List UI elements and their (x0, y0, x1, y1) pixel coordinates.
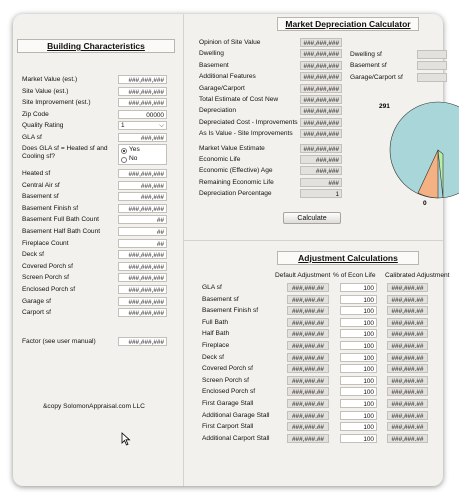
adj-enclosed-porch-sf-default: ###,###.## (287, 387, 329, 396)
carport-sf-label: Carport sf (22, 309, 51, 317)
market-value-est-field[interactable]: ###,###,### (118, 75, 167, 84)
adj-basement-sf-default: ###,###.## (287, 295, 329, 304)
quality-rating-label: Quality Rating (22, 122, 64, 129)
adj-full-bath-default: ###,###.## (287, 318, 329, 327)
adj-basement-finish-sf-pct-field[interactable]: 100 (340, 306, 377, 315)
md-dwelling-sf-field (417, 50, 447, 59)
heated-sf-label: Heated sf (22, 170, 51, 177)
md-garage-carport-label: Garage/Carport (199, 84, 245, 92)
md-market-value-estimate-label: Market Value Estimate (199, 144, 265, 152)
heated-question-line1: Does GLA sf = Heated sf and (22, 145, 108, 152)
md-opinion-of-site-value-field: ###,###,### (300, 38, 342, 47)
md-garage-carport-sf-label: Garage/Carport sf (350, 73, 403, 81)
gla-sf-label: GLA sf (22, 134, 42, 141)
adj-gla-sf-pct-field[interactable]: 100 (340, 283, 377, 292)
adj-additional-carport-stall-calibrated: ###,###.## (387, 434, 428, 443)
no-radio-label: No (129, 155, 138, 162)
md-market-value-estimate-field: ###,###,### (300, 144, 342, 153)
basement-full-bath-count-label: Basement Full Bath Count (22, 216, 99, 224)
adj-basement-sf-calibrated: ###,###.## (387, 295, 428, 304)
md-total-estimate-of-cost-new-label: Total Estimate of Cost New (199, 96, 279, 103)
pie-bottom-label: 0 (423, 200, 427, 207)
adj-covered-porch-sf-pct-field[interactable]: 100 (340, 364, 377, 373)
adj-additional-garage-stall-label: Additional Garage Stall (202, 411, 270, 419)
adj-basement-finish-sf-default: ###,###.## (287, 306, 329, 315)
adj-gla-sf-calibrated: ###,###.## (387, 283, 428, 292)
md-depreciation-field: ###,###,### (300, 106, 342, 115)
adj-deck-sf-calibrated: ###,###.## (387, 353, 428, 362)
adj-enclosed-porch-sf-label: Enclosed Porch sf (202, 388, 256, 396)
adj-additional-carport-stall-default: ###,###.## (287, 434, 329, 443)
md-garage-carport-field: ###,###,### (300, 84, 342, 93)
no-radio[interactable] (121, 157, 127, 163)
copyright-text: &copy SolomonAppraisal.com LLC (43, 403, 145, 410)
adj-screen-porch-sf-pct-field[interactable]: 100 (340, 376, 377, 385)
adjustment-calculations-title: Adjustment Calculations (277, 251, 419, 265)
factor-field[interactable]: ###,###,### (118, 337, 167, 346)
carport-sf-field[interactable]: ###,###,### (118, 308, 167, 317)
site-improvement-est-label: Site Improvement (est.) (22, 99, 91, 106)
deck-sf-field[interactable]: ###,###,### (118, 250, 167, 259)
covered-porch-sf-label: Covered Porch sf (22, 262, 73, 270)
depreciation-pie-chart (351, 94, 443, 206)
adj-covered-porch-sf-calibrated: ###,###.## (387, 364, 428, 373)
adj-full-bath-label: Full Bath (202, 318, 229, 326)
default-adjustment-header: Default Adjustment (275, 272, 331, 279)
adj-fireplace-label: Fireplace (202, 342, 230, 349)
calibrated-adjustment-header: Calibrated Adjustment (385, 272, 450, 279)
md-dwelling-field: ###,###,### (300, 49, 342, 58)
adj-first-carport-stall-label: First Carport Stall (202, 423, 254, 431)
adj-first-garage-stall-calibrated: ###,###.## (387, 399, 428, 408)
heated-sf-field[interactable]: ###,###,### (118, 169, 167, 178)
building-characteristics-title: Building Characteristics (17, 39, 175, 53)
adj-screen-porch-sf-default: ###,###.## (287, 376, 329, 385)
adj-half-bath-calibrated: ###,###.## (387, 329, 428, 338)
basement-finish-sf-field[interactable]: ###,###,### (118, 204, 167, 213)
adj-deck-sf-label: Deck sf (202, 353, 224, 361)
adj-first-carport-stall-default: ###,###.## (287, 422, 329, 431)
md-economic-effective-age-label: Economic (Effective) Age (199, 167, 273, 175)
adj-first-carport-stall-pct-field[interactable]: 100 (340, 422, 377, 431)
md-economic-life-label: Economic Life (199, 156, 241, 163)
md-additional-features-field: ###,###,### (300, 72, 342, 81)
adj-full-bath-calibrated: ###,###.## (387, 318, 428, 327)
adj-half-bath-pct-field[interactable]: 100 (340, 329, 377, 338)
md-remaining-economic-life-label: Remaining Economic Life (199, 178, 274, 186)
adj-gla-sf-default: ###,###.## (287, 283, 329, 292)
adj-basement-finish-sf-calibrated: ###,###.## (387, 306, 428, 315)
md-basement-sf-field (417, 61, 447, 70)
site-value-est-field[interactable]: ###,###,### (118, 87, 167, 96)
adj-additional-carport-stall-pct-field[interactable]: 100 (340, 434, 377, 443)
md-depreciated-cost-improvements-field: ###,###,### (300, 118, 342, 127)
md-dwelling-sf-label: Dwelling sf (350, 51, 382, 58)
chevron-down-icon: ⌵ (159, 122, 164, 129)
enclosed-porch-sf-field[interactable]: ###,###,### (118, 285, 167, 294)
md-basement-label: Basement (199, 61, 229, 69)
factor-label: Factor (see user manual) (22, 338, 96, 345)
adj-fireplace-calibrated: ###,###.## (387, 341, 428, 350)
adj-half-bath-default: ###,###.## (287, 329, 329, 338)
md-basement-sf-label: Basement sf (350, 62, 387, 70)
basement-full-bath-count-field[interactable]: ## (118, 215, 167, 224)
basement-half-bath-count-field[interactable]: ## (118, 227, 167, 236)
screen-porch-sf-label: Screen Porch sf (22, 274, 69, 282)
quality-rating-value: 1 (121, 122, 125, 129)
md-additional-features-label: Additional Features (199, 73, 256, 81)
basement-half-bath-count-label: Basement Half Bath Count (22, 228, 101, 235)
md-depreciation-percentage-label: Depreciation Percentage (199, 190, 272, 198)
site-improvement-est-field[interactable]: ###,###,### (118, 98, 167, 107)
adj-screen-porch-sf-label: Screen Porch sf (202, 376, 249, 384)
calculate-button[interactable]: Calculate (283, 212, 341, 224)
pie-top-label: 291 (379, 103, 390, 110)
enclosed-porch-sf-label: Enclosed Porch sf (22, 286, 76, 293)
zip-code-label: Zip Code (22, 111, 49, 118)
quality-rating-select[interactable] (118, 121, 167, 130)
adj-basement-sf-pct-field[interactable]: 100 (340, 295, 377, 304)
yes-radio-label: Yes (129, 146, 140, 153)
adj-basement-finish-sf-label: Basement Finish sf (202, 307, 259, 315)
md-dwelling-label: Dwelling (199, 50, 224, 58)
screen-porch-sf-field[interactable]: ###,###,### (118, 273, 167, 282)
adj-deck-sf-default: ###,###.## (287, 353, 329, 362)
zip-code-field[interactable]: 00000 (118, 110, 167, 119)
adj-deck-sf-pct-field[interactable]: 100 (340, 353, 377, 362)
mouse-pointer-icon (121, 432, 131, 446)
basement-sf-field[interactable]: ###,### (118, 192, 167, 201)
basement-finish-sf-label: Basement Finish sf (22, 204, 79, 212)
md-depreciation-percentage-field: 1 (300, 189, 342, 198)
app-window (13, 14, 450, 486)
covered-porch-sf-field[interactable]: ###,###,### (118, 262, 167, 271)
md-total-estimate-of-cost-new-field: ###,###,### (300, 95, 342, 104)
horizontal-divider (184, 240, 443, 241)
vertical-divider (183, 14, 184, 486)
adj-enclosed-porch-sf-calibrated: ###,###.## (387, 387, 428, 396)
adj-covered-porch-sf-label: Covered Porch sf (202, 365, 253, 373)
gla-sf-field[interactable]: ###,### (118, 133, 167, 142)
site-value-est-label: Site Value (est.) (22, 88, 69, 95)
adj-additional-garage-stall-default: ###,###.## (287, 411, 329, 420)
fireplace-count-label: Fireplace Count (22, 239, 69, 247)
fireplace-count-field[interactable]: ## (118, 239, 167, 248)
pct-econ-life-header: % of Econ Life (333, 272, 376, 279)
adj-fireplace-pct-field[interactable]: 100 (340, 341, 377, 350)
central-air-sf-label: Central Air sf (22, 181, 60, 189)
market-depreciation-title: Market Depreciation Calculator (277, 17, 419, 31)
adj-additional-carport-stall-label: Additional Carport Stall (202, 434, 270, 442)
adj-first-garage-stall-pct-field[interactable]: 100 (340, 399, 377, 408)
md-economic-life-field: ###,### (300, 155, 342, 164)
md-as-is-value-site-improvements-label: As Is Value - Site Improvements (199, 130, 293, 138)
adj-additional-garage-stall-calibrated: ###,###.## (387, 411, 428, 420)
adj-enclosed-porch-sf-pct-field[interactable]: 100 (340, 387, 377, 396)
md-basement-field: ###,###,### (300, 61, 342, 70)
yes-radio[interactable] (121, 148, 127, 154)
adj-basement-sf-label: Basement sf (202, 295, 239, 303)
adj-covered-porch-sf-default: ###,###.## (287, 364, 329, 373)
adj-first-garage-stall-default: ###,###.## (287, 399, 329, 408)
adj-first-garage-stall-label: First Garage Stall (202, 400, 254, 407)
md-as-is-value-site-improvements-field: ###,###,### (300, 129, 342, 138)
adj-fireplace-default: ###,###.## (287, 341, 329, 350)
md-garage-carport-sf-field (417, 73, 447, 82)
md-economic-effective-age-field: ###,### (300, 166, 342, 175)
central-air-sf-field[interactable]: ###,### (118, 181, 167, 190)
basement-sf-label: Basement sf (22, 193, 59, 201)
adj-screen-porch-sf-calibrated: ###,###.## (387, 376, 428, 385)
adj-gla-sf-label: GLA sf (202, 284, 222, 291)
heated-question-line2: Cooling sf? (22, 153, 55, 160)
heated-radio-group (118, 144, 167, 165)
adj-half-bath-label: Half Bath (202, 330, 230, 338)
deck-sf-label: Deck sf (22, 251, 44, 259)
adj-full-bath-pct-field[interactable]: 100 (340, 318, 377, 327)
garage-sf-field[interactable]: ###,###,### (118, 297, 167, 306)
adj-first-carport-stall-calibrated: ###,###.## (387, 422, 428, 431)
garage-sf-label: Garage sf (22, 297, 51, 305)
adj-additional-garage-stall-pct-field[interactable]: 100 (340, 411, 377, 420)
market-value-est-label: Market Value (est.) (22, 76, 78, 83)
md-depreciated-cost-improvements-label: Depreciated Cost - Improvements (199, 118, 298, 126)
md-remaining-economic-life-field: ### (300, 178, 342, 187)
md-opinion-of-site-value-label: Opinion of Site Value (199, 39, 261, 46)
md-depreciation-label: Depreciation (199, 107, 237, 115)
